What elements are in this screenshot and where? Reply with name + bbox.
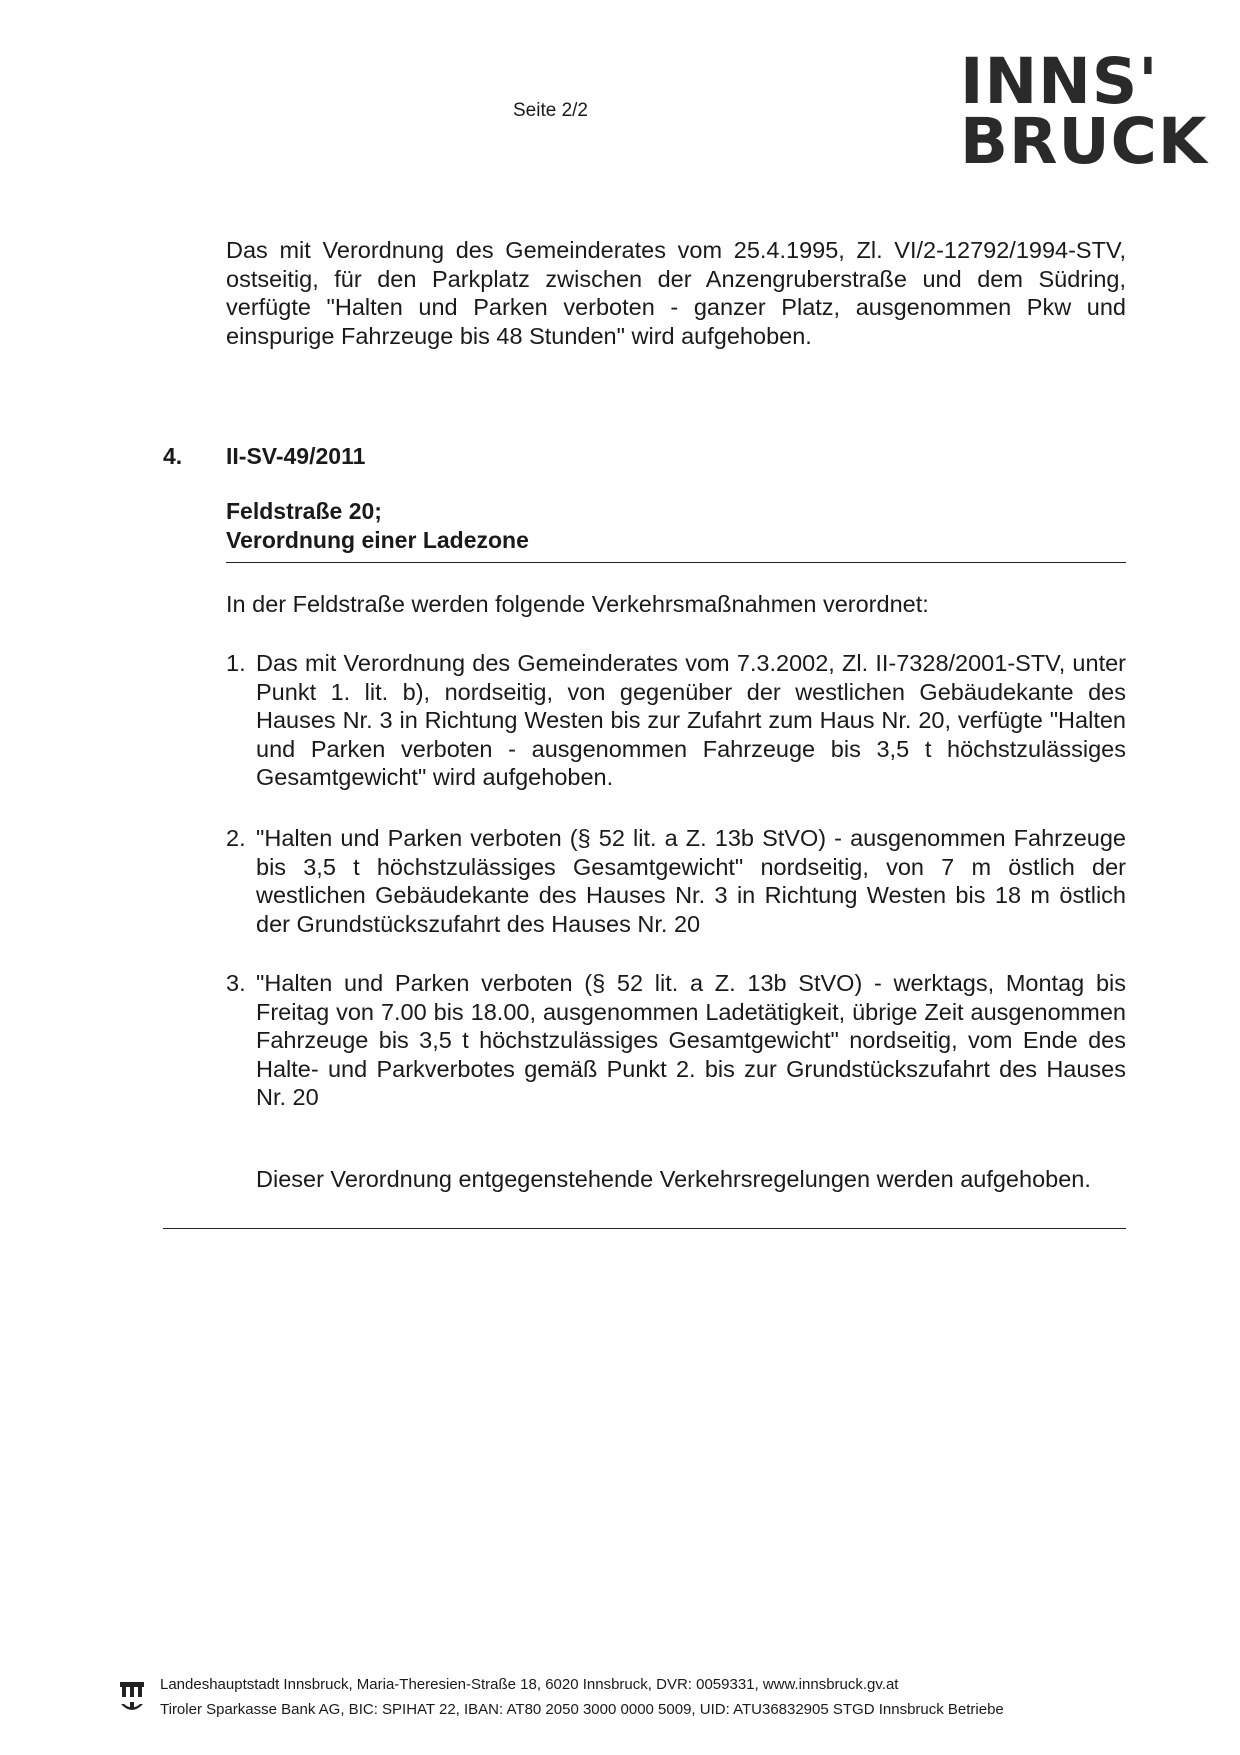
innsbruck-logo: [960, 45, 1210, 178]
section-id: II-SV-49/2011: [226, 443, 366, 469]
city-emblem-icon: [118, 1678, 146, 1718]
logo-line-2: BRUCK: [960, 105, 1208, 178]
footer-bank-details: Tiroler Sparkasse Bank AG, BIC: SPIHAT 22, IBAN: AT80 2050 3000 0000 5009, UID: ATU36832905 STGD Innsbruck Betriebe: [160, 1701, 1004, 1718]
section-divider: [226, 562, 1126, 563]
footer-address: Landeshauptstadt Innsbruck, Maria-Theresien-Straße 18, 6020 Innsbruck, DVR: 0059331, www.innsbruck.gv.at: [160, 1676, 899, 1693]
list-item-number: 3.: [226, 970, 246, 996]
list-item-text: Das mit Verordnung des Gemeinderates vom 7.3.2002, Zl. II-7328/2001-STV, unter Punkt 1. lit. b), nordseitig, von gegenüber der westlichen Gebäudekante des Hauses Nr. 3 in Richtung Westen bis zur Zufahrt zum Haus Nr. 20, verfügte "Halten und Parken verboten - ausgenommen Fahrzeuge bis 3,5 t höchstzulässiges Gesamtgewicht" wird aufgehoben.: [256, 650, 1126, 790]
list-item: [226, 649, 1126, 792]
page-number: Seite 2/2: [513, 100, 588, 121]
section-number: 4.: [163, 443, 183, 469]
list-item: [226, 969, 1126, 1112]
section-title-line-1: Feldstraße 20;: [226, 498, 382, 524]
list-item-text: "Halten und Parken verboten (§ 52 lit. a Z. 13b StVO) - werktags, Montag bis Freitag von 7.00 bis 18.00, ausgenommen Ladetätigkeit, übrige Zeit ausgenommen Fahrzeuge bis 3,5 t höchstzulässiges Gesamtgewicht" nordseitig, vom Ende des Halte- und Parkverbotes gemäß Punkt 2. bis zur Grundstückszufahrt des Hauses Nr. 20: [256, 970, 1126, 1110]
intro-paragraph: Das mit Verordnung des Gemeinderates vom 25.4.1995, Zl. VI/2-12792/1994-STV, ostseitig, für den Parkplatz zwischen der Anzengruberstraße und dem Südring, verfügte "Halten und Parken verboten - ganzer Platz, ausgenommen Pkw und einspurige Fahrzeuge bis 48 Stunden" wird aufgehoben.: [226, 237, 1126, 349]
section-title-line-2: Verordnung einer Ladezone: [226, 527, 529, 553]
list-item-number: 1.: [226, 650, 246, 676]
list-item-text: "Halten und Parken verboten (§ 52 lit. a Z. 13b StVO) - ausgenommen Fahrzeuge bis 3,5 t höchstzulässiges Gesamtgewicht" nordseitig, von 7 m östlich der westlichen Gebäudekante des Hauses Nr. 3 in Richtung Westen bis 18 m östlich der Grundstückszufahrt des Hauses Nr. 20: [256, 825, 1126, 937]
logo-line-1: INNS': [960, 45, 1159, 118]
closing-paragraph: Dieser Verordnung entgegenstehende Verkehrsregelungen werden aufgehoben.: [256, 1165, 1091, 1192]
section-lead: In der Feldstraße werden folgende Verkehrsmaßnahmen verordnet:: [226, 591, 929, 617]
end-divider: [163, 1228, 1126, 1229]
list-item-number: 2.: [226, 825, 246, 851]
list-item: [226, 824, 1126, 938]
